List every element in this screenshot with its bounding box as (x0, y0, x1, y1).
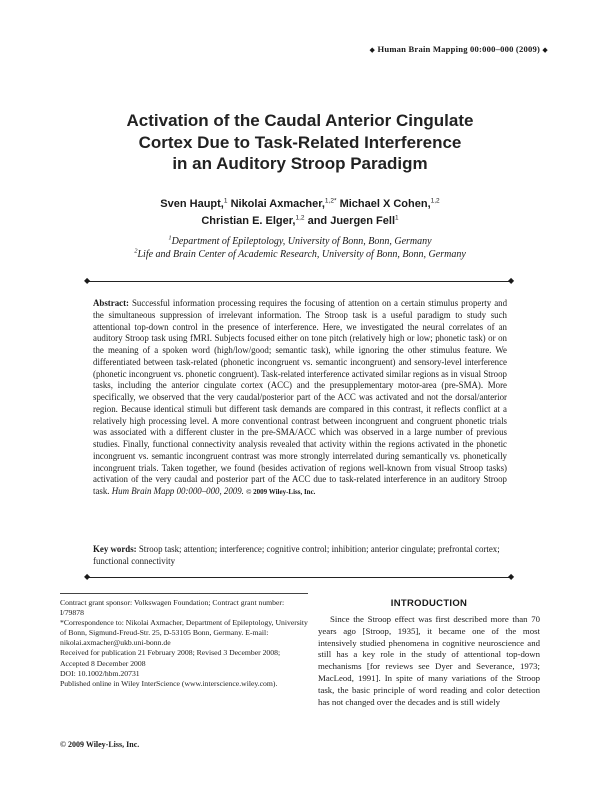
title-line: Cortex Due to Task-Related Interference (138, 132, 462, 152)
affiliation: Department of Epileptology, University of Bonn, Bonn, Germany (171, 236, 432, 247)
section-heading: INTRODUCTION (390, 598, 468, 609)
affil-sup: 2 (134, 247, 138, 255)
abstract (93, 298, 507, 499)
diamond-icon: ◆ (508, 572, 515, 581)
keywords-label: Key words: (93, 544, 137, 554)
abstract-copyright: © 2009 Wiley-Liss, Inc. (246, 488, 316, 496)
diamond-icon: ◆ (84, 572, 91, 581)
copyright-footer: © 2009 Wiley-Liss, Inc. (60, 740, 140, 749)
author-list (60, 196, 540, 230)
author-sup: 1 (395, 214, 399, 222)
author-sup: 1 (223, 197, 228, 205)
footnote: Published online in Wiley InterScience (www.interscience.wiley.com). (60, 678, 278, 688)
author-name: Christian E. Elger, (201, 215, 296, 227)
footnotes (60, 598, 308, 689)
title-line: in an Auditory Stroop Paradigm (172, 154, 428, 173)
affiliations (60, 235, 540, 261)
abstract-citation: Hum Brain Mapp 00:000–000, 2009. (111, 486, 244, 496)
diamond-icon: ◆ (369, 46, 376, 54)
footnote: Received for publication 21 February 2008; Revised 3 December 2008; Accepted 8 December 2008 (60, 648, 281, 668)
abstract-label: Abstract: (93, 298, 129, 308)
author-name: and Juergen Fell (307, 215, 396, 227)
affil-sup: 1 (168, 234, 172, 242)
footnote: *Correspondence to: Nikolai Axmacher, Department of Epileptology, University of Bonn, Sigmund-Freud-Str. 25, D-53105 Bonn, Germany. E-mail: nikolai.axmacher@ukb.uni-bonn.de (60, 618, 308, 648)
journal-header (370, 44, 549, 54)
author-name: Sven Haupt, (160, 198, 224, 210)
divider (88, 281, 512, 282)
paper-title (60, 110, 540, 175)
footnote: Contract grant sponsor: Volkswagen Foundation; Contract grant number: I/79878 (60, 598, 285, 618)
author-sup: 1,2 (295, 214, 305, 222)
title-line: Activation of the Caudal Anterior Cingulate (126, 111, 474, 130)
keywords (93, 544, 507, 568)
diamond-icon: ◆ (508, 276, 515, 285)
author-name: Michael X Cohen, (339, 198, 431, 210)
abstract-text: Successful information processing requires the focusing of attention on a certain stimulus property and the simultaneous suppression of irrelevant information. The Stroop task is a useful paradigm to study such attentional top-down control in the presence of interference. Here, we investigated the neural correlates of an auditory Stroop task using fMRI. Subjects focused either on tone pitch (relatively high or low; phonetic task) or on the meaning of a spoken word (high/low/good; semantic task), while ignoring the other stimulus feature. We differentiated between task-related (phonetic incongruent vs. semantic incongruent) and sensory-level interference (phonetic incongruent vs. phonetic congruent). Task-related interference activated similar regions as in visual Stroop tasks, including the anterior cingulate cortex (ACC) and the presupplementary motor-area (pre-SMA). More specifically, we observed that the very caudal/posterior part of the ACC was activated and not the dorsal/anterior region. Because identical stimuli but different task demands are compared in this contrast, it reflects conflict at a relatively high processing level. A more conventional contrast between incongruent and congruent phonetic trials was associated with a different cluster in the pre-SMA/ACC which was observed in a large number of previous studies. Finally, functional connectivity analysis revealed that activity within the regions activated in the phonetic incongruent vs. semantic incongruent contrast was more strongly interrelated during semantically vs. phonetically incongruent trials. Taken together, we found (besides activation of regions well-known from visual Stroop tasks) activation of the very caudal and posterior part of the ACC due to task-related interference in an auditory Stroop task. (93, 298, 508, 496)
divider (88, 577, 512, 578)
footnote: DOI: 10.1002/hbm.20731 (60, 668, 140, 678)
footnote-divider (60, 593, 308, 594)
diamond-icon: ◆ (84, 276, 91, 285)
author-sup: 1,2* (324, 197, 337, 205)
affiliation: Life and Brain Center of Academic Research, University of Bonn, Bonn, Germany (137, 249, 466, 260)
diamond-icon: ◆ (542, 46, 548, 54)
author-sup: 1,2 (430, 197, 440, 205)
keywords-text: Stroop task; attention; interference; cognitive control; inhibition; anterior cingulate; prefrontal cortex; functional connectivity (93, 544, 500, 566)
author-name: Nikolai Axmacher, (230, 198, 325, 210)
journal-line: Human Brain Mapping 00:000–000 (2009) (377, 44, 541, 54)
intro-paragraph: Since the Stroop effect was first described more than 70 years ago [Stroop, 1935], it became one of the most intensively studied phenomena in cognitive neuroscience and still has a key role in the study of attentional top-down mechanisms [for reviews see Dyer and Severance, 1973; MacLeod, 1991]. In spite of many variations of the Stroop task, the basic principle of word reading and color detection has not changed over the decades and is still widely (318, 614, 540, 707)
